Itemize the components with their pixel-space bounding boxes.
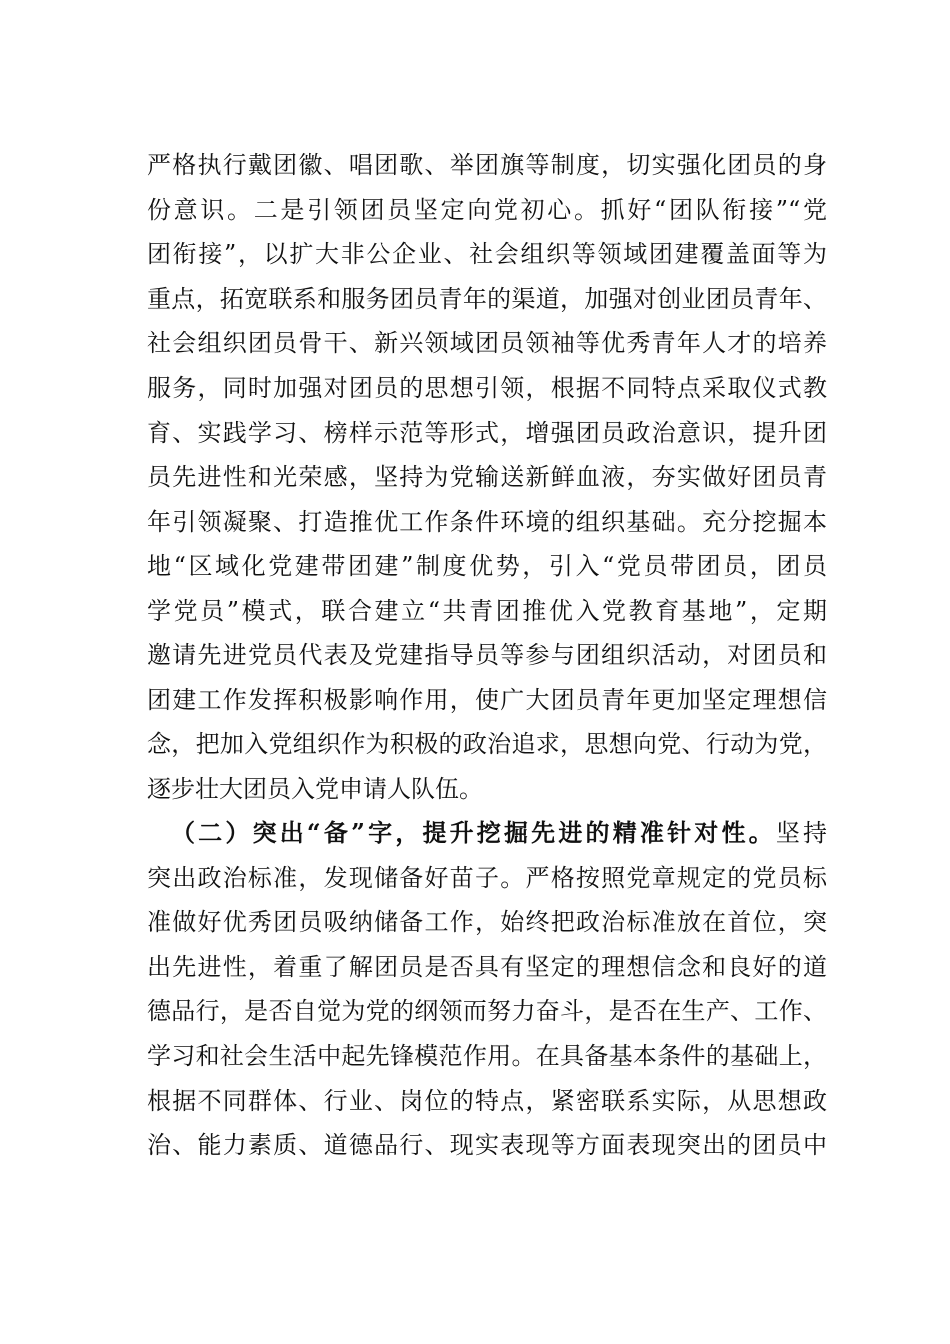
text-line: 逐步壮大团员入党申请人队伍。 xyxy=(147,775,483,803)
text-line: 地“区域化党建带团建”制度优势，引入“党员带团员，团员 xyxy=(147,552,827,580)
text-line: 学习和社会生活中起先锋模范作用。在具备基本条件的基础上， xyxy=(147,1042,827,1070)
text-line: 严格执行戴团徽、唱团歌、举团旗等制度，切实强化团员的身 xyxy=(147,151,827,179)
text-line: 社会组织团员骨干、新兴领域团员领袖等优秀青年人才的培养 xyxy=(147,329,827,357)
text-line: 邀请先进党员代表及党建指导员等参与团组织活动，对团员和 xyxy=(147,641,827,669)
text-line: 份意识。二是引领团员坚定向党初心。抓好“团队衔接”“党 xyxy=(147,196,827,224)
text-line: 重点，拓宽联系和服务团员青年的渠道，加强对创业团员青年、 xyxy=(147,285,827,313)
text-line: 念，把加入党组织作为积极的政治追求，思想向党、行动为党， xyxy=(147,730,827,758)
text-line: 服务，同时加强对团员的思想引领，根据不同特点采取仪式教 xyxy=(147,374,827,402)
text-line: 准做好优秀团员吸纳储备工作，始终把政治标准放在首位，突 xyxy=(147,908,827,936)
text-line: 治、能力素质、道德品行、现实表现等方面表现突出的团员中 xyxy=(147,1131,827,1159)
text-line: 年引领凝聚、打造推优工作条件环境的组织基础。充分挖掘本 xyxy=(147,508,827,536)
text-line: 员先进性和光荣感，坚持为党输送新鲜血液，夯实做好团员青 xyxy=(147,463,827,491)
heading-line-rest: 坚持 xyxy=(775,819,828,847)
text-line: 育、实践学习、榜样示范等形式，增强团员政治意识，提升团 xyxy=(147,419,827,447)
text-line: 团衔接”，以扩大非公企业、社会组织等领域团建覆盖面等为 xyxy=(147,240,827,268)
text-line: 团建工作发挥积极影响作用，使广大团员青年更加坚定理想信 xyxy=(147,686,827,714)
text-line: 根据不同群体、行业、岗位的特点，紧密联系实际，从思想政 xyxy=(147,1087,827,1115)
text-line: 突出政治标准，发现储备好苗子。严格按照党章规定的党员标 xyxy=(147,864,827,892)
section-heading-line xyxy=(171,813,827,853)
text-line: 学党员”模式，联合建立“共青团推优入党教育基地”，定期 xyxy=(147,597,827,625)
text-line: 德品行，是否自觉为党的纲领而努力奋斗，是否在生产、工作、 xyxy=(147,997,827,1025)
text-line: 出先进性，着重了解团员是否具有坚定的理想信念和良好的道 xyxy=(147,953,827,981)
section-heading: （二）突出“备”字，提升挖掘先进的精准针对性。 xyxy=(171,818,776,847)
